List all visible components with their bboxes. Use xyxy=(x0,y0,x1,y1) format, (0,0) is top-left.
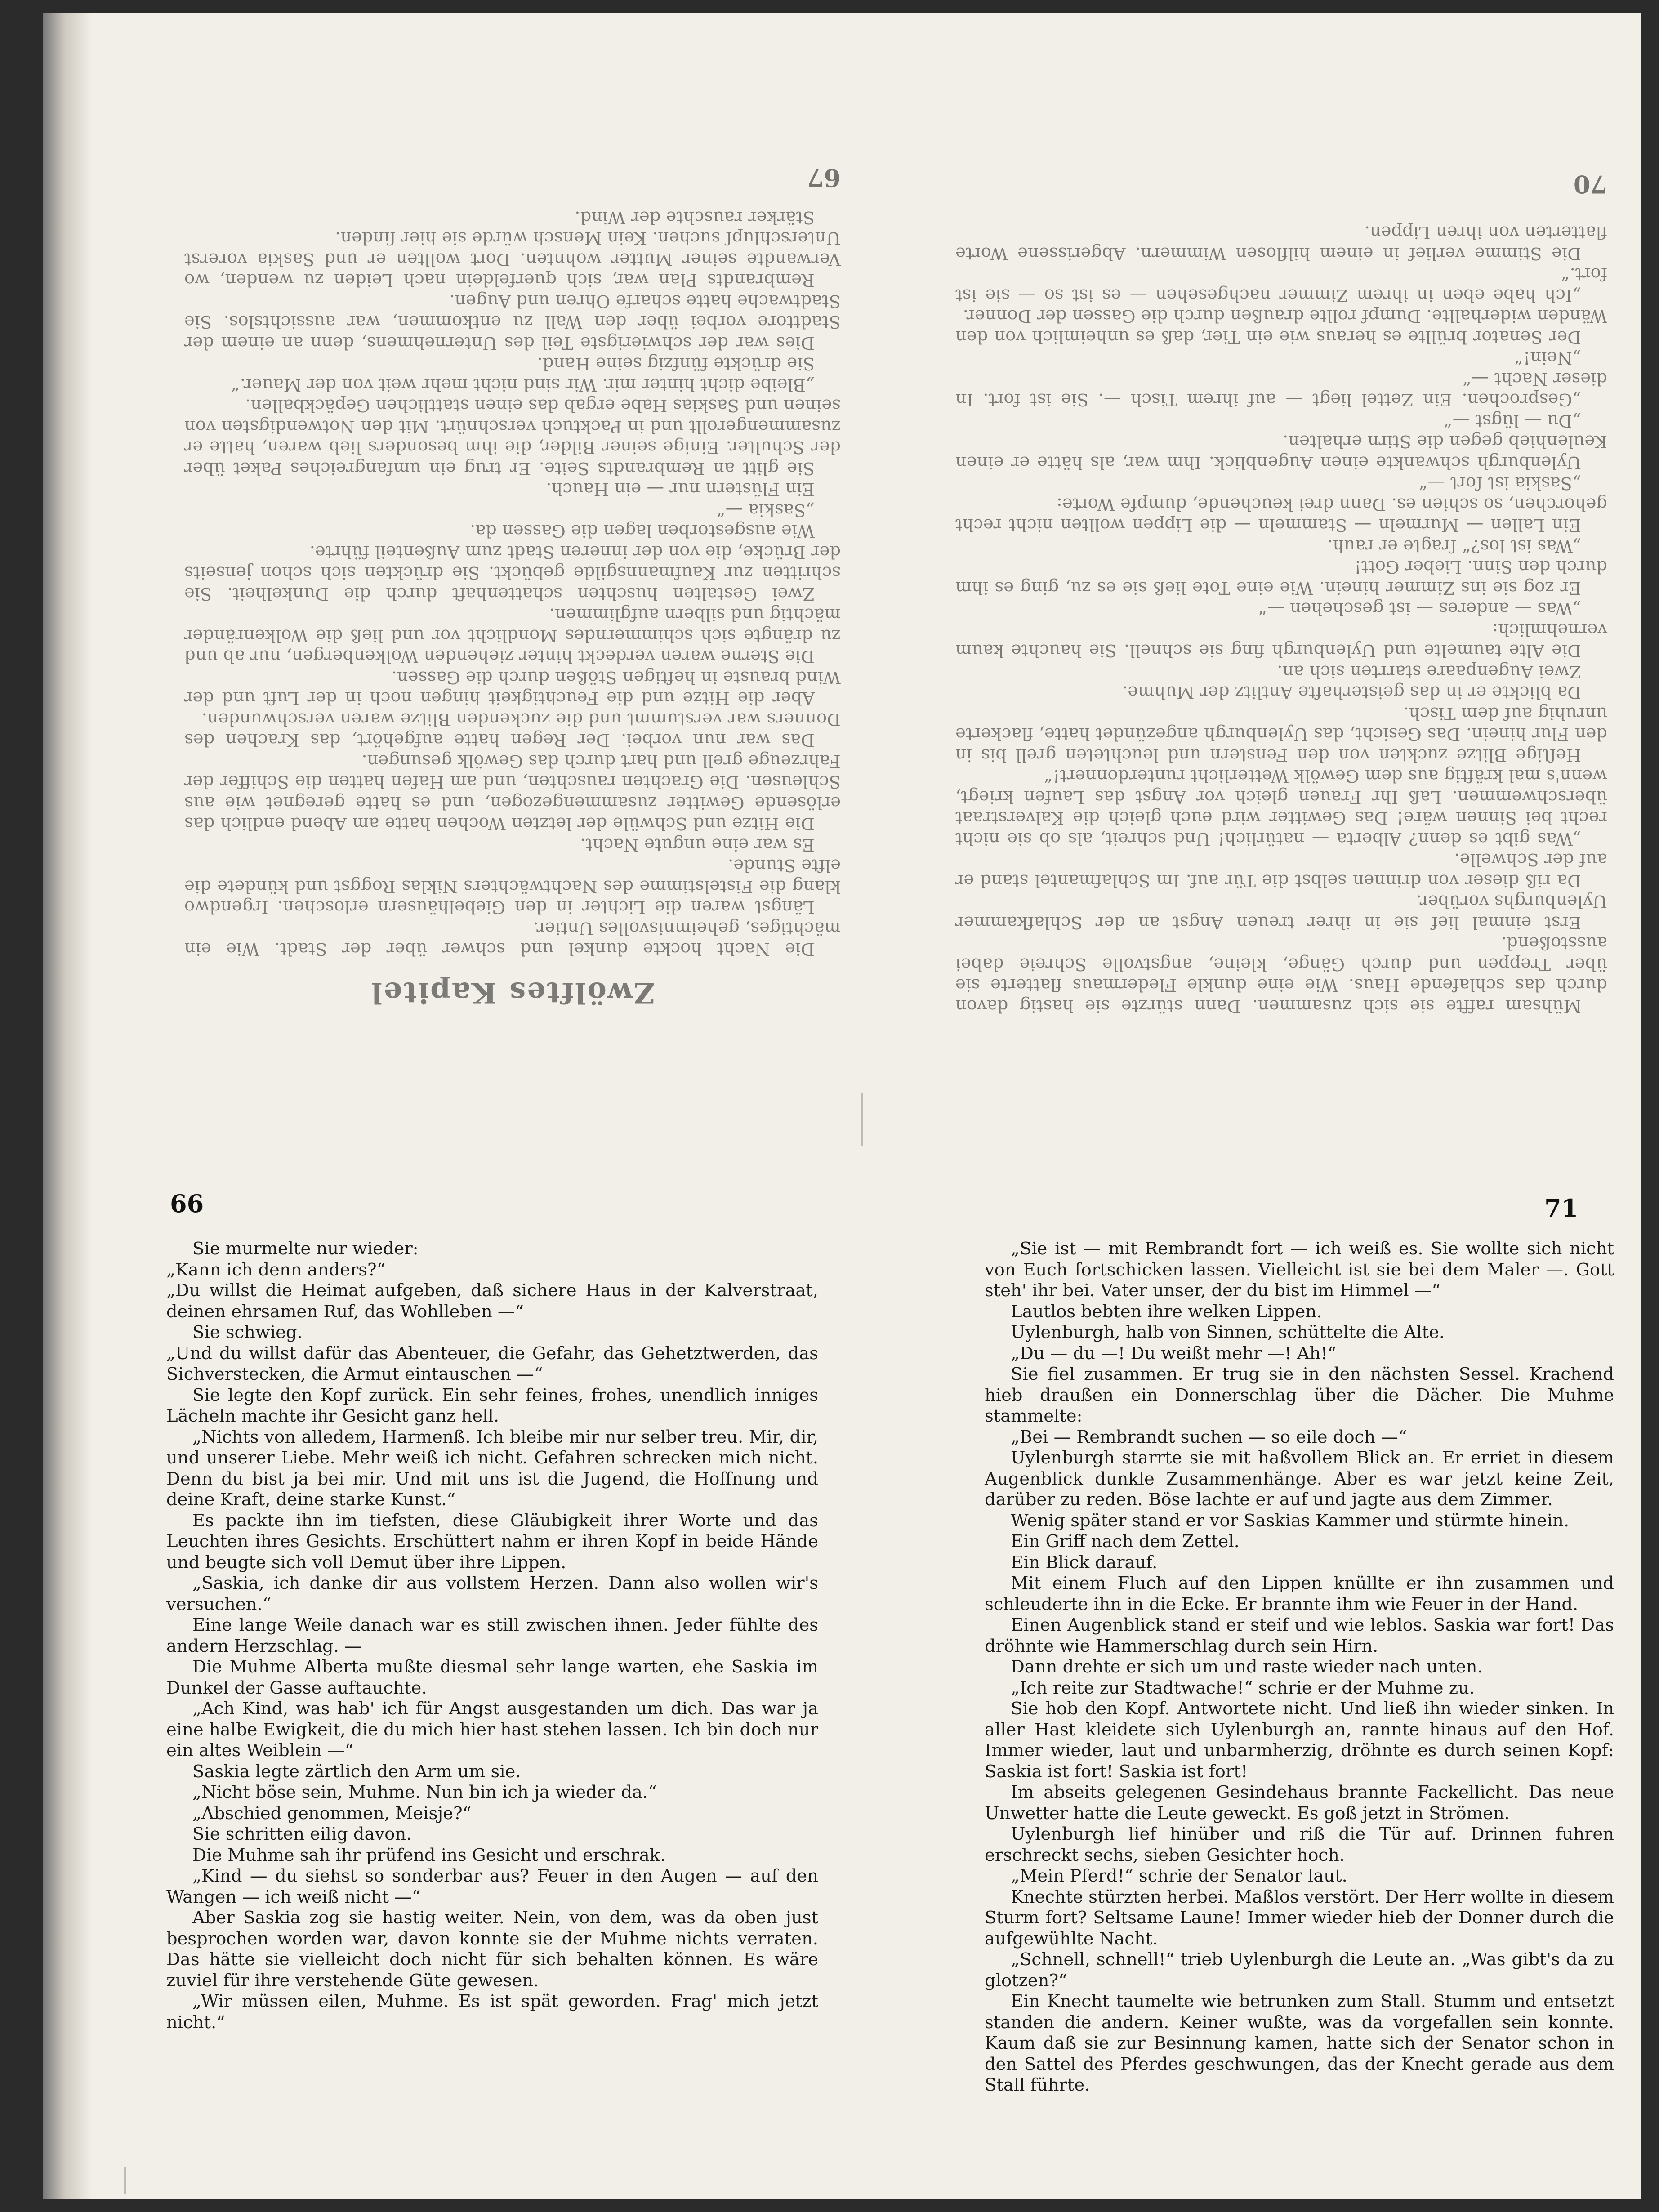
paragraph: Eine lange Weile danach war es still zwischen ihnen. Jeder fühlte des andern Herzschlag. — xyxy=(166,1615,818,1656)
paragraph: Er zog sie ins Zimmer hinein. Wie eine Tote ließ sie es zu, ging es ihm durch den Sinn. Lieber Gott! xyxy=(955,557,1607,598)
paragraph: Aber die Hitze und die Feuchtigkeit hingen noch in der Luft und der Wind brauste in heftigen Stößen durch die Gassen. xyxy=(184,667,841,709)
paragraph: Die Sterne waren verdeckt hinter ziehenden Wolkenbergen, nur ab und zu drängte sich schimmerndes Mondlicht vor und ließ die Wolkenränder mächtig und silbern aufglimmen. xyxy=(184,604,841,667)
paragraph: Es war eine ungute Nacht. xyxy=(580,834,815,855)
paragraph: Das war nun vorbei. Der Regen hatte aufgehört, das Krachen des Donners war verstummt und die zuckenden Blitze waren verschwunden. xyxy=(184,709,841,750)
paragraph: Die Muhme Alberta mußte diesmal sehr lange warten, ehe Saskia im Dunkel der Gasse auftauchte. xyxy=(166,1657,818,1698)
paragraph: „Wir müssen eilen, Muhme. Es ist spät geworden. Frag' mich jetzt nicht.“ xyxy=(166,1991,818,2033)
paragraph: Lautlos bebten ihre welken Lippen. xyxy=(1011,1301,1322,1322)
paragraph: Ein Knecht taumelte wie betrunken zum Stall. Stumm und entsetzt standen die andern. Keiner wußte, was da vorgefallen sein konnte. Kaum daß sie zur Besinnung kamen, hatte sich der Senator schon in den Sattel des Pferdes geschwungen, das der Knecht gerade aus dem Stall führte. xyxy=(985,1991,1614,2095)
page-number: 67 xyxy=(807,164,841,193)
paragraph: „Du — lügst —“ xyxy=(1444,410,1581,431)
paragraph: „Nicht böse sein, Muhme. Nun bin ich ja wieder da.“ xyxy=(192,1782,657,1802)
paragraph: Heftige Blitze zuckten von den Fenstern und leuchteten grell bis in den Flur hinein. Das Gesicht, das Uylenburgh angezündet hatte, flackerte unruhig auf dem Tisch. xyxy=(955,703,1607,765)
paragraph: Zwei Augenpaare starrten sich an. xyxy=(1277,661,1581,682)
paragraph: Die Muhme sah ihr prüfend ins Gesicht und erschrak. xyxy=(192,1845,666,1865)
paragraph: „Was — anderes — ist geschehen —“ xyxy=(1258,598,1581,619)
paragraph: „Saskia —“ xyxy=(716,500,815,520)
paragraph: Mühsam raffte sie sich zusammen. Dann stürzte sie hastig davon durch das schlafende Haus. Wie eine dunkle Fledermaus flatterte sie über Treppen und durch Gänge, kleine, angstvolle Schreie dabei ausstoßend. xyxy=(955,933,1607,1016)
chapter-heading: Zwölftes Kapitel xyxy=(370,976,655,1009)
paragraph: „Was ist los?“ fragte er rauh. xyxy=(1327,536,1581,556)
paragraph: Rembrandts Plan war, sich querfeldein nach Leiden zu wenden, wo Verwandte seiner Mutter wohnten. Dort wollten er und Saskia vorerst Unterschlupf suchen. Kein Mensch würde sie hier finden. xyxy=(184,228,841,290)
paragraph: „Saskia ist fort —“ xyxy=(1418,473,1581,494)
page-number: 71 xyxy=(1544,1194,1579,1222)
paragraph: „Bleibe dicht hinter mir. Wir sind nicht mehr weit von der Mauer.“ xyxy=(231,375,815,395)
paragraph: Sie murmelte nur wieder: xyxy=(192,1239,419,1259)
paragraph: Sie glitt an Rembrandts Seite. Er trug ein umfangreiches Paket über der Schulter. Einige seiner Bilder, die ihm besonders lieb waren, hatte er zusammengerollt und in Packtuch verschnürt. Mit den Notwendigsten von seinen und Saskias Habe ergab das einen stattlichen Gepäckballen. xyxy=(184,395,841,478)
paragraph: Erst einmal lief sie in ihrer treuen Angst an der Schlafkammer Uylenburghs vorüber. xyxy=(955,891,1607,932)
paragraph: Aber Saskia zog sie hastig weiter. Nein, von dem, was da oben just besprochen worden war, davon konnte sie der Muhme nichts verraten. Das hätte sie vielleicht doch nicht für sich behalten können. Es wäre zuviel für ihre verstehende Güte gewesen. xyxy=(166,1908,818,1991)
paragraph: Uylenburgh, halb von Sinnen, schüttelte die Alte. xyxy=(1011,1322,1445,1342)
paragraph: Wie ausgestorben lagen die Gassen da. xyxy=(469,521,815,541)
page-number: 70 xyxy=(1573,170,1607,199)
paragraph: Die Nacht hockte dunkel und schwer über der Stadt. Wie ein mächtiges, geheimnisvolles Untier. xyxy=(184,918,841,959)
scan-mark xyxy=(124,2167,126,2194)
scanned-sheet xyxy=(43,13,1641,2199)
paragraph: Sie hob den Kopf. Antwortete nicht. Und ließ ihn wieder sinken. In aller Hast kleidete sich Uylenburgh an, rannte hinaus auf den Hof. Immer wieder, laut und unbarmherzig, dröhnte es durch seinen Kopf: Saskia ist fort! Saskia ist fort! xyxy=(985,1699,1614,1782)
paragraph: Sie drückte fünfzig seine Hand. xyxy=(537,353,815,374)
paragraph: „Saskia, ich danke dir aus vollstem Herzen. Dann also wollen wir's versuchen.“ xyxy=(166,1573,818,1614)
paragraph: Dann drehte er sich um und raste wieder nach unten. xyxy=(1011,1657,1483,1677)
paragraph: „Ach Kind, was hab' ich für Angst ausgestanden um dich. Das war ja eine halbe Ewigkeit, die du mich hier hast stehen lassen. Ich bin doch nur ein altes Weiblein —“ xyxy=(166,1699,818,1761)
paragraph: Sie schritten eilig davon. xyxy=(192,1824,412,1844)
paragraph: Die Alte taumelte und Uylenburgh fing sie schnell. Sie hauchte kaum vernehmlich: xyxy=(955,620,1607,661)
scan-mark xyxy=(861,1093,863,1146)
paragraph: „Mein Pferd!“ schrie der Senator laut. xyxy=(1011,1866,1347,1886)
paragraph: „Kind — du siehst so sonderbar aus? Feuer in den Augen — auf den Wangen — ich weiß nicht —“ xyxy=(166,1866,818,1907)
paragraph: „Schnell, schnell!“ trieb Uylenburgh die Leute an. „Was gibt's da zu glotzen?“ xyxy=(985,1949,1614,1991)
paragraph: Saskia legte zärtlich den Arm um sie. xyxy=(192,1761,521,1782)
paragraph: Mit einem Fluch auf den Lippen knüllte er ihn zusammen und schleuderte ihn in die Ecke. Er brannte ihm wie Feuer in der Hand. xyxy=(985,1573,1614,1614)
paragraph: Ein Lallen — Murmeln — Stammeln — die Lippen wollten nicht recht gehorchen, so schien es. Dann drei keuchende, dumpfe Worte: xyxy=(955,494,1607,535)
top-left-column xyxy=(184,157,841,1009)
paragraph: „Ich reite zur Stadtwache!“ schrie er der Muhme zu. xyxy=(1011,1677,1475,1698)
paragraph: „Nichts von alledem, Harmenß. Ich bleibe mir nur selber treu. Mir, dir, und unserer Liebe. Mehr weiß ich nicht. Gefahren schrecken mich nicht. Denn du bist ja bei mir. Und mit uns ist die Jugend, die Hoffnung und deine Kraft, deine starke Kunst.“ xyxy=(166,1427,818,1510)
bottom-right-column xyxy=(985,1239,1614,2096)
paragraph: Einen Augenblick stand er steif und wie leblos. Saskia war fort! Das dröhnte wie Hammerschlag durch sein Hirn. xyxy=(985,1615,1614,1656)
paragraph: Wenig später stand er vor Saskias Kammer und stürmte hinein. xyxy=(1011,1510,1570,1531)
paragraph: Zwei Gestalten huschten schattenhaft durch die Dunkelheit. Sie schritten zur Kaufmannsgilde gebückt. Sie drückten sich schon jenseits der Brücke, die von der inneren Stadt zum Außenteil führte. xyxy=(184,542,841,604)
paragraph: „Nein!“ xyxy=(1514,348,1581,368)
paragraph: Uylenburgh starrte sie mit haßvollem Blick an. Er erriet in diesem Augenblick dunkle Zusammenhänge. Aber es war jetzt keine Zeit, darüber zu reden. Böse lachte er auf und jagte aus dem Zimmer. xyxy=(985,1448,1614,1510)
paragraph: Sie fiel zusammen. Er trug sie in den nächsten Sessel. Krachend hieb draußen ein Donnerschlag über die Dächer. Die Muhme stammelte: xyxy=(985,1364,1614,1426)
paragraph: Ein Blick darauf. xyxy=(1011,1552,1158,1573)
paragraph: „Ich habe eben in ihrem Zimmer nachgesehen — es ist so — sie ist fort.“ xyxy=(955,264,1607,305)
paragraph: „Du — du —! Du weißt mehr —! Ah!“ xyxy=(1011,1343,1337,1364)
top-right-column xyxy=(955,162,1607,1016)
paragraph: Dies war der schwierigste Teil des Unternehmens, denn an einem der Stadttore vorbei über den Wall zu entkommen, war aussichtslos. Sie Stadtwache hatte scharfe Ohren und Augen. xyxy=(184,291,841,353)
paragraph: „Kann ich denn anders?“ xyxy=(166,1259,386,1280)
paragraph: Da blickte er in das geisterhafte Antlitz der Muhme. xyxy=(1122,682,1581,703)
paragraph: „Was gibt es denn? Alberta — natürlich! Und schreit, als ob sie nicht recht bei Sinnen wäre! Das Gewitter wird euch gleich die Kalverstraat überschwemmen. Laß Ihr Frauen gleich vor Angst das Laufen kriegt, wenn's mal kräftig aus dem Gewölk Wetterlicht runterdonnert!“ xyxy=(955,766,1607,849)
paragraph: „Bei — Rembrandt suchen — so eile doch —“ xyxy=(1011,1427,1407,1447)
paragraph: Die Hitze und Schwüle der letzten Wochen hatte am Abend endlich das erlösende Gewitter zusammengezogen, und es hatte geregnet wie aus Schleusen. Die Grachten rauschten, und am Hafen hatten die Schiffer der Fahrzeuge grell und hart durch das Gewölk gesungen. xyxy=(184,751,841,834)
paragraph: Längst waren die Lichter in den Giebelhäusern erloschen. Irgendwo klang die Fistelstimme des Nachtwächters Niklas Roggst und kündete die elfte Stunde. xyxy=(184,855,841,918)
paragraph: Da riß dieser von drinnen selbst die Tür auf. Im Schlafmantel stand er auf der Schwelle. xyxy=(955,849,1607,891)
paragraph: Ein Griff nach dem Zettel. xyxy=(1011,1531,1240,1552)
paragraph: Der Senator brüllte es heraus wie ein Tier, daß es unheimlich von den Wänden widerhallte. Dumpf rollte draußen durch die Gassen der Donner. xyxy=(955,306,1607,347)
paragraph: Die Stimme verlief in einem hilflosen Wimmern. Abgerissene Worte flatterten von ihren Lippen. xyxy=(955,222,1607,263)
paragraph: „Gesprochen. Ein Zettel liegt — auf ihrem Tisch —. Sie ist fort. In dieser Nacht —“ xyxy=(955,369,1607,410)
paragraph: „Sie ist — mit Rembrandt fort — ich weiß es. Sie wollte sich nicht von Euch fortschicken lassen. Vielleicht ist sie bei dem Maler —. Gott steh' ihr bei. Vater unser, der du bist im Himmel —“ xyxy=(985,1239,1614,1301)
paragraph: „Abschied genommen, Meisje?“ xyxy=(192,1803,472,1824)
paragraph: Es packte ihn im tiefsten, diese Gläubigkeit ihrer Worte und das Leuchten ihres Gesichts. Erschüttert nahm er ihren Kopf in beide Hände und beugte sich voll Demut über ihre Lippen. xyxy=(166,1510,818,1573)
paragraph: „Du willst die Heimat aufgeben, daß sichere Haus in der Kalverstraat, deinen ehrsamen Ruf, das Wohlleben —“ xyxy=(166,1280,818,1322)
paragraph: Stärker rauschte der Wind. xyxy=(575,207,815,227)
page-number: 66 xyxy=(170,1189,204,1218)
binding-shadow xyxy=(43,13,92,2199)
paragraph: Knechte stürzten herbei. Maßlos verstört. Der Herr wollte in diesem Sturm fort? Seltsame Laune! Immer wieder hieb der Donner durch die aufgewühlte Nacht. xyxy=(985,1886,1614,1949)
paragraph: Sie schwieg. xyxy=(192,1322,303,1342)
paragraph: Uylenburgh lief hinüber und riß die Tür auf. Drinnen fuhren erschreckt sechs, sieben Gesichter hoch. xyxy=(985,1824,1614,1865)
paragraph: Ein Flüstern nur — ein Hauch. xyxy=(546,479,815,499)
paragraph: „Und du willst dafür das Abenteuer, die Gefahr, das Gehetztwerden, das Sichverstecken, die Armut eintauschen —“ xyxy=(166,1343,818,1384)
paragraph: Sie legte den Kopf zurück. Ein sehr feines, frohes, unendlich inniges Lächeln machte ihr Gesicht ganz hell. xyxy=(166,1385,818,1426)
paragraph: Im abseits gelegenen Gesindehaus brannte Fackellicht. Das neue Unwetter hatte die Leute geweckt. Es goß jetzt in Strömen. xyxy=(985,1782,1614,1824)
bottom-left-column xyxy=(166,1239,818,2033)
paragraph: Uylenburgh schwankte einen Augenblick. Ihm war, als hätte er einen Keulenhieb gegen die Stirn erhalten. xyxy=(955,431,1607,473)
